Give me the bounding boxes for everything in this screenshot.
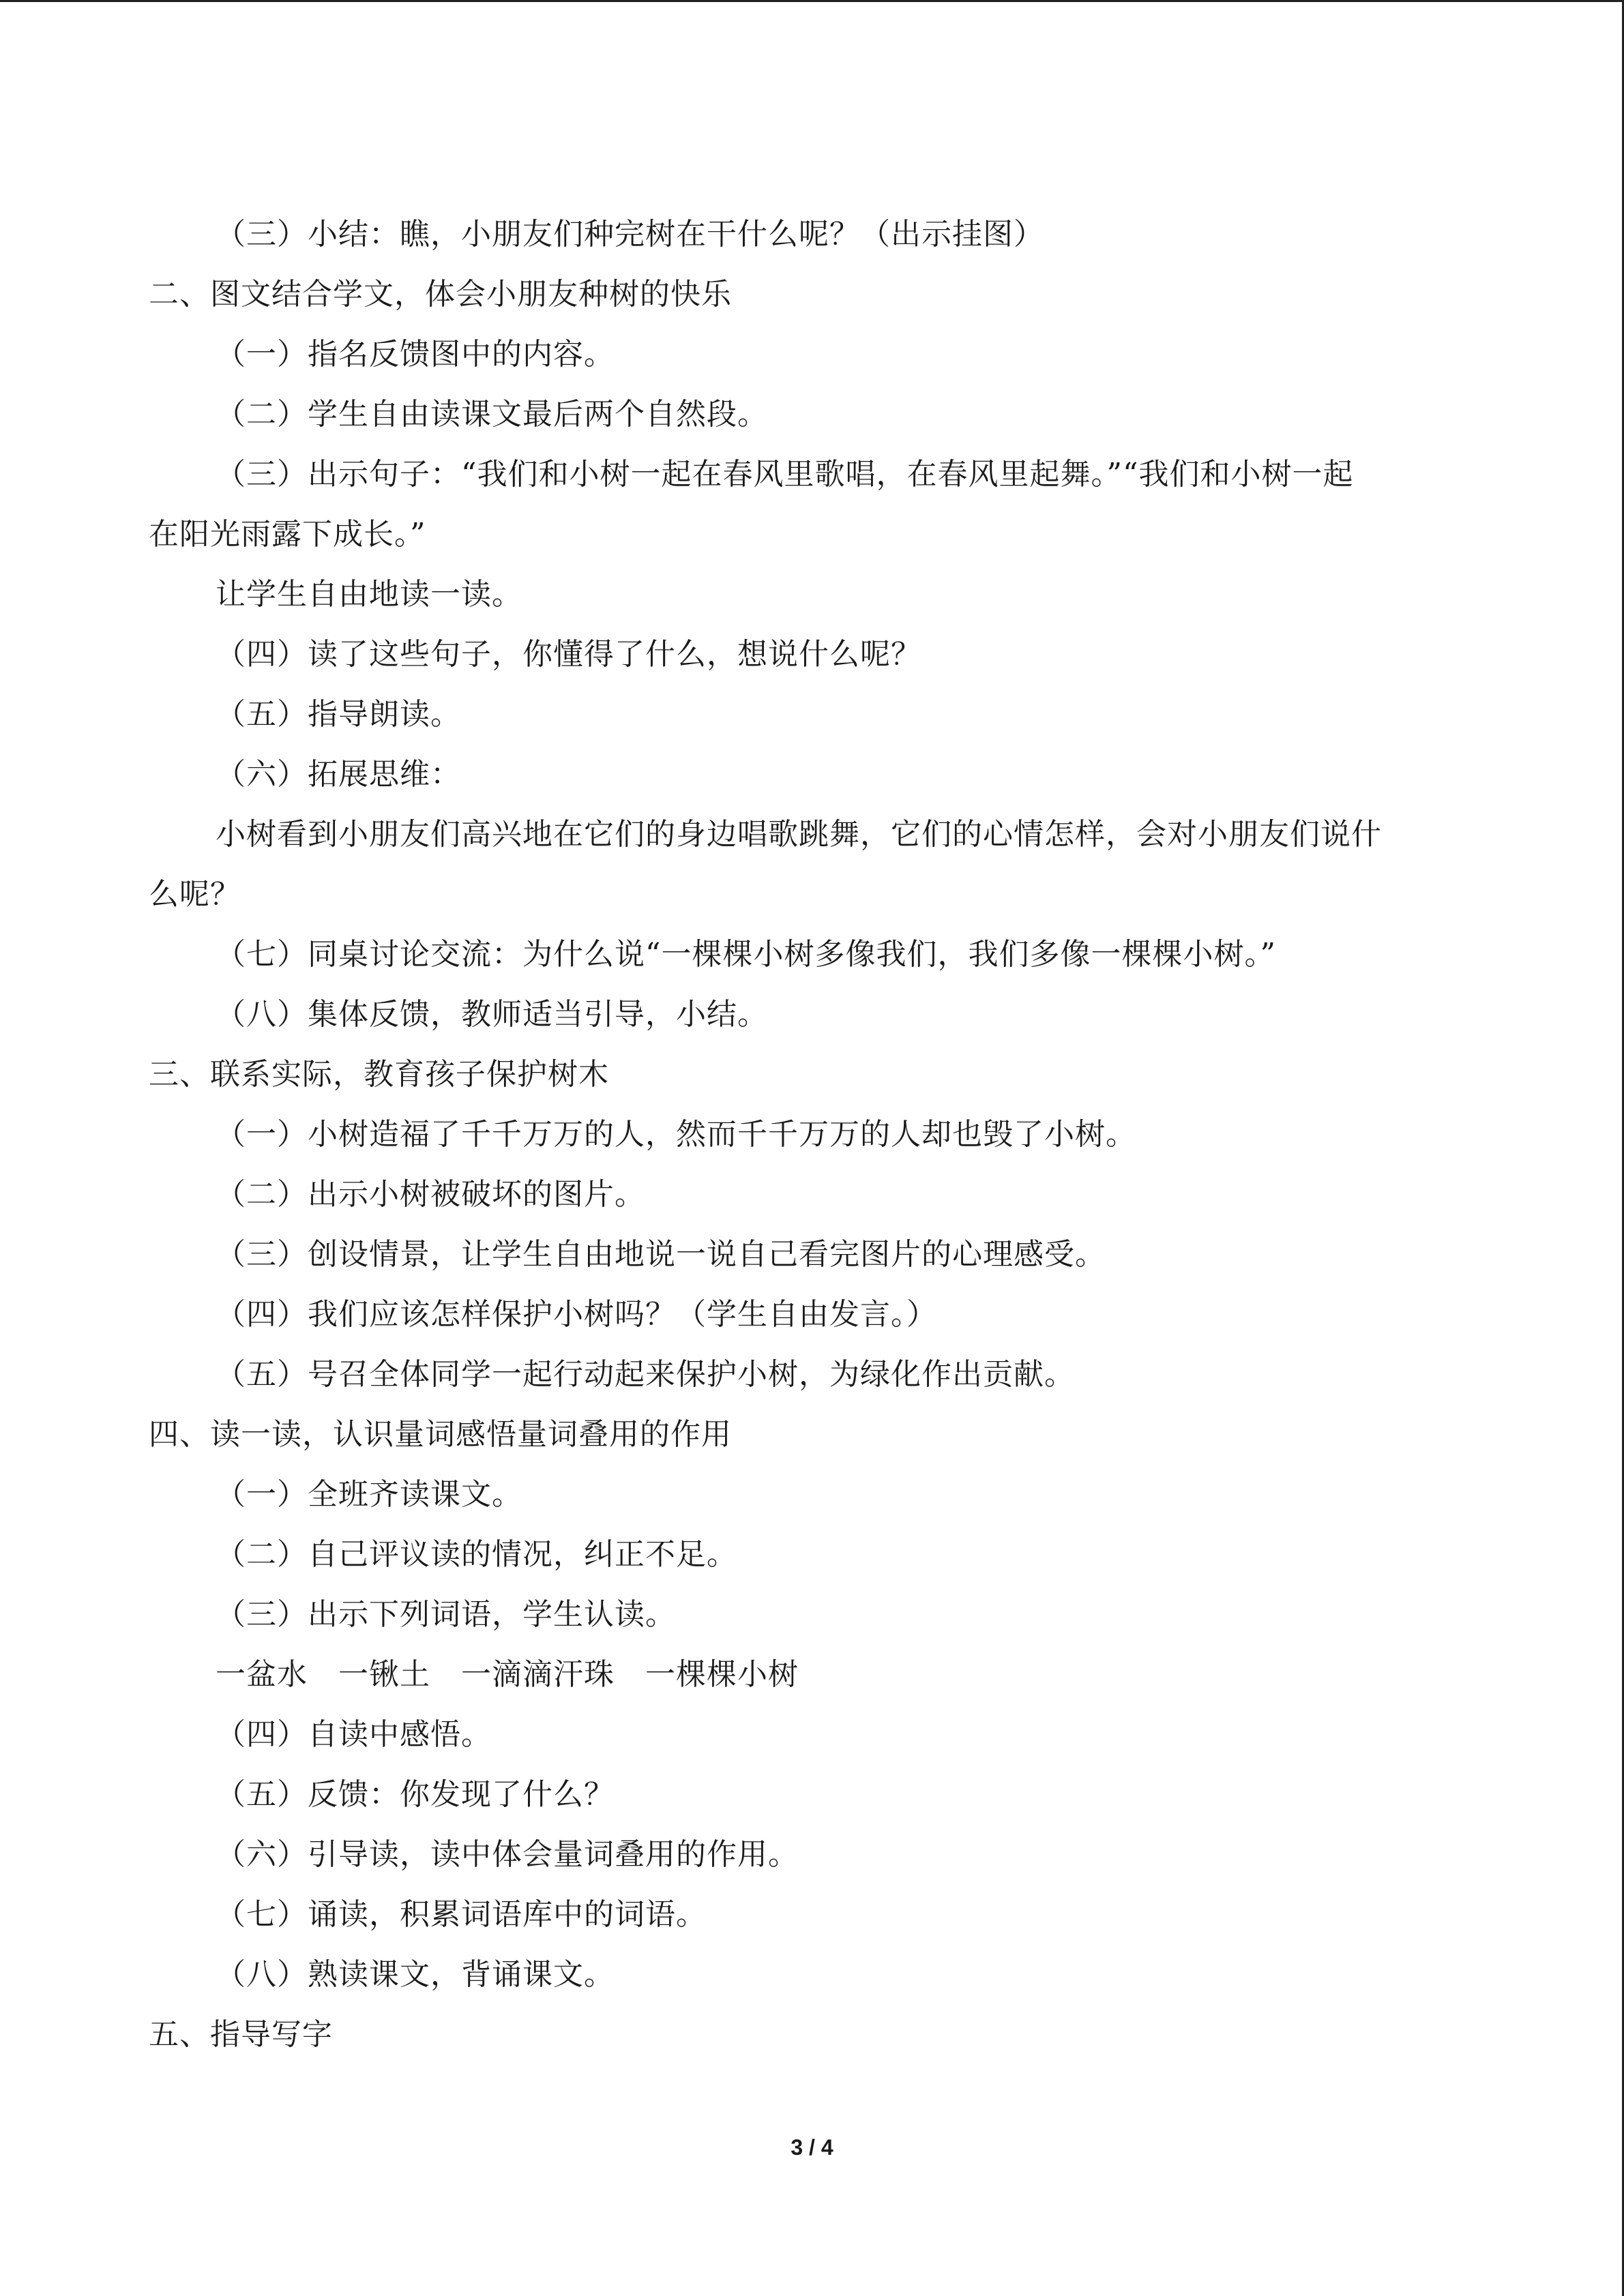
- paragraph-line: （八）集体反馈，教师适当引导，小结。: [216, 997, 768, 1032]
- paragraph-line: （六）引导读，读中体会量词叠用的作用。: [216, 1837, 799, 1872]
- paragraph-line: （三）小结：瞧，小朋友们种完树在干什么呢？（出示挂图）: [216, 217, 1044, 252]
- paragraph-line: （三）出示句子：“我们和小树一起在春风里歌唱，在春风里起舞。”“我们和小树一起: [216, 457, 1354, 492]
- paragraph-line: （二）学生自由读课文最后两个自然段。: [216, 397, 768, 432]
- paragraph-line: （七）诵读，积累词语库中的词语。: [216, 1897, 707, 1932]
- paragraph-line: （三）出示下列词语，学生认读。: [216, 1597, 676, 1632]
- paragraph-line: 小树看到小朋友们高兴地在它们的身边唱歌跳舞，它们的心情怎样，会对小朋友们说什: [216, 817, 1382, 852]
- paragraph-line: 么呢？: [149, 877, 241, 912]
- paragraph-line: （二）自己评议读的情况，纠正不足。: [216, 1537, 737, 1572]
- section-heading: 五、指导写字: [149, 2017, 333, 2052]
- paragraph-line: （六）拓展思维：: [216, 757, 461, 792]
- paragraph-line: （二）出示小树被破坏的图片。: [216, 1177, 645, 1212]
- paragraph-line: （八）熟读课文，背诵课文。: [216, 1957, 615, 1992]
- paragraph-line: （一）全班齐读课文。: [216, 1477, 522, 1512]
- paragraph-line: （一）指名反馈图中的内容。: [216, 337, 615, 372]
- paragraph-line: （五）号召全体同学一起行动起来保护小树，为绿化作出贡献。: [216, 1357, 1075, 1392]
- paragraph-line: （四）我们应该怎样保护小树吗？（学生自由发言。）: [216, 1297, 937, 1332]
- paragraph-line: （四）自读中感悟。: [216, 1717, 492, 1752]
- paragraph-line: （七）同桌讨论交流：为什么说“一棵棵小树多像我们，我们多像一棵棵小树。”: [216, 937, 1276, 972]
- page-number: 3 / 4: [791, 2135, 833, 2160]
- paragraph-line: （五）反馈：你发现了什么？: [216, 1777, 615, 1812]
- section-heading: 二、图文结合学文，体会小朋友种树的快乐: [149, 277, 732, 312]
- paragraph-line: （三）创设情景，让学生自由地说一说自己看完图片的心理感受。: [216, 1237, 1106, 1272]
- paragraph-line: （一）小树造福了千千万万的人，然而千千万万的人却也毁了小树。: [216, 1117, 1136, 1152]
- paragraph-line: （五）指导朗读。: [216, 697, 461, 732]
- paragraph-line: （四）读了这些句子，你懂得了什么，想说什么呢？: [216, 637, 921, 672]
- paragraph-line: 让学生自由地读一读。: [216, 577, 522, 612]
- word-list-line: 一盆水 一锹土 一滴滴汗珠 一棵棵小树: [216, 1657, 799, 1692]
- section-heading: 三、联系实际，教育孩子保护树木: [149, 1057, 609, 1092]
- section-heading: 四、读一读，认识量词感悟量词叠用的作用: [149, 1417, 732, 1452]
- paragraph-line: 在阳光雨露下成长。”: [149, 517, 426, 552]
